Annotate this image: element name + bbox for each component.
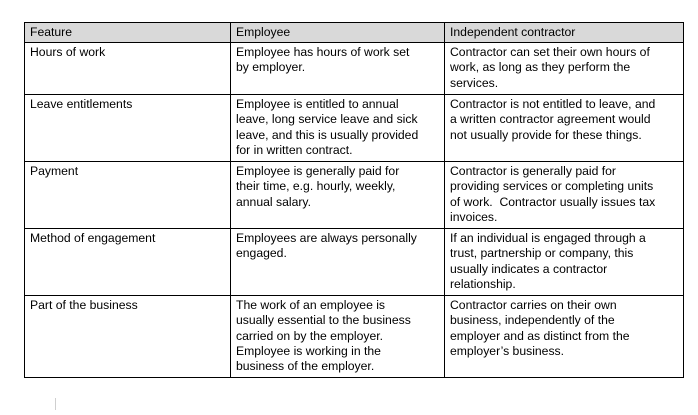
cell-text-line: Contractor can set their own hours of bbox=[450, 45, 650, 59]
cell-text-line: usually essential to the business bbox=[236, 313, 411, 328]
employee-cell bbox=[231, 296, 445, 378]
cell-text-line: services. bbox=[450, 75, 499, 90]
feature-cell: Hours of work bbox=[25, 43, 231, 95]
feature-cell: Part of the business bbox=[25, 296, 231, 378]
feature-cell: Method of engagement bbox=[25, 229, 231, 296]
cell-text-line: work, as long as they perform the bbox=[450, 60, 631, 75]
cell-text-line: business of the employer. bbox=[236, 359, 375, 374]
employee-cell bbox=[231, 43, 445, 95]
table-row bbox=[25, 229, 684, 296]
cell-text-line: employer and as distinct from the bbox=[450, 328, 630, 343]
employee-cell bbox=[231, 229, 445, 296]
cell-text-line: The work of an employee is bbox=[236, 298, 386, 312]
text-cursor-mark bbox=[55, 398, 56, 410]
table-row bbox=[25, 162, 684, 229]
contractor-cell bbox=[445, 296, 684, 378]
table-row bbox=[25, 296, 684, 378]
cell-text-line: leave, and this is usually provided bbox=[236, 127, 419, 142]
cell-text-line: Contractor is not entitled to leave, and bbox=[450, 97, 656, 111]
cell-text-line: Employees are always personally bbox=[236, 231, 417, 245]
feature-cell: Leave entitlements bbox=[25, 95, 231, 162]
comparison-table bbox=[24, 22, 684, 378]
cell-text-line: their time, e.g. hourly, weekly, bbox=[236, 179, 396, 194]
cell-text-line: invoices. bbox=[450, 209, 498, 224]
cell-text-line: by employer. bbox=[236, 60, 306, 75]
cell-text-line: trust, partnership or company, this bbox=[450, 246, 634, 261]
feature-cell: Payment bbox=[25, 162, 231, 229]
cell-text-line: Contractor is generally paid for bbox=[450, 164, 616, 178]
header-employee: Employee bbox=[231, 23, 445, 43]
cell-text-line: relationship. bbox=[450, 276, 516, 291]
contractor-cell bbox=[445, 43, 684, 95]
cell-text-line: for in written contract. bbox=[236, 142, 353, 157]
cell-text-line: Employee is working in the bbox=[236, 343, 381, 358]
contractor-cell bbox=[445, 162, 684, 229]
cell-text-line: leave, long service leave and sick bbox=[236, 112, 418, 127]
contractor-cell bbox=[445, 229, 684, 296]
cell-text-line: business, independently of the bbox=[450, 313, 615, 328]
cell-text-line: Employee is entitled to annual bbox=[236, 97, 399, 111]
contractor-cell bbox=[445, 95, 684, 162]
cell-text-line: carried on by the employer. bbox=[236, 328, 384, 343]
header-feature: Feature bbox=[25, 23, 231, 43]
cell-text-line: a written contractor agreement would bbox=[450, 112, 651, 127]
table-header-row bbox=[25, 23, 684, 43]
cell-text-line: Employee has hours of work set bbox=[236, 45, 410, 59]
employee-cell bbox=[231, 162, 445, 229]
header-contractor: Independent contractor bbox=[445, 23, 684, 43]
cell-text-line: not usually provide for these things. bbox=[450, 127, 642, 142]
cell-text-line: annual salary. bbox=[236, 194, 311, 209]
cell-text-line: of work. Contractor usually issues tax bbox=[450, 194, 656, 209]
cell-text-line: Contractor carries on their own bbox=[450, 298, 617, 312]
cell-text-line: If an individual is engaged through a bbox=[450, 231, 646, 245]
table-row bbox=[25, 43, 684, 95]
employee-cell bbox=[231, 95, 445, 162]
table-row bbox=[25, 95, 684, 162]
cell-text-line: Employee is generally paid for bbox=[236, 164, 400, 178]
cell-text-line: usually indicates a contractor bbox=[450, 261, 608, 276]
cell-text-line: employer’s business. bbox=[450, 343, 565, 358]
cell-text-line: providing services or completing units bbox=[450, 179, 654, 194]
cell-text-line: engaged. bbox=[236, 246, 287, 261]
